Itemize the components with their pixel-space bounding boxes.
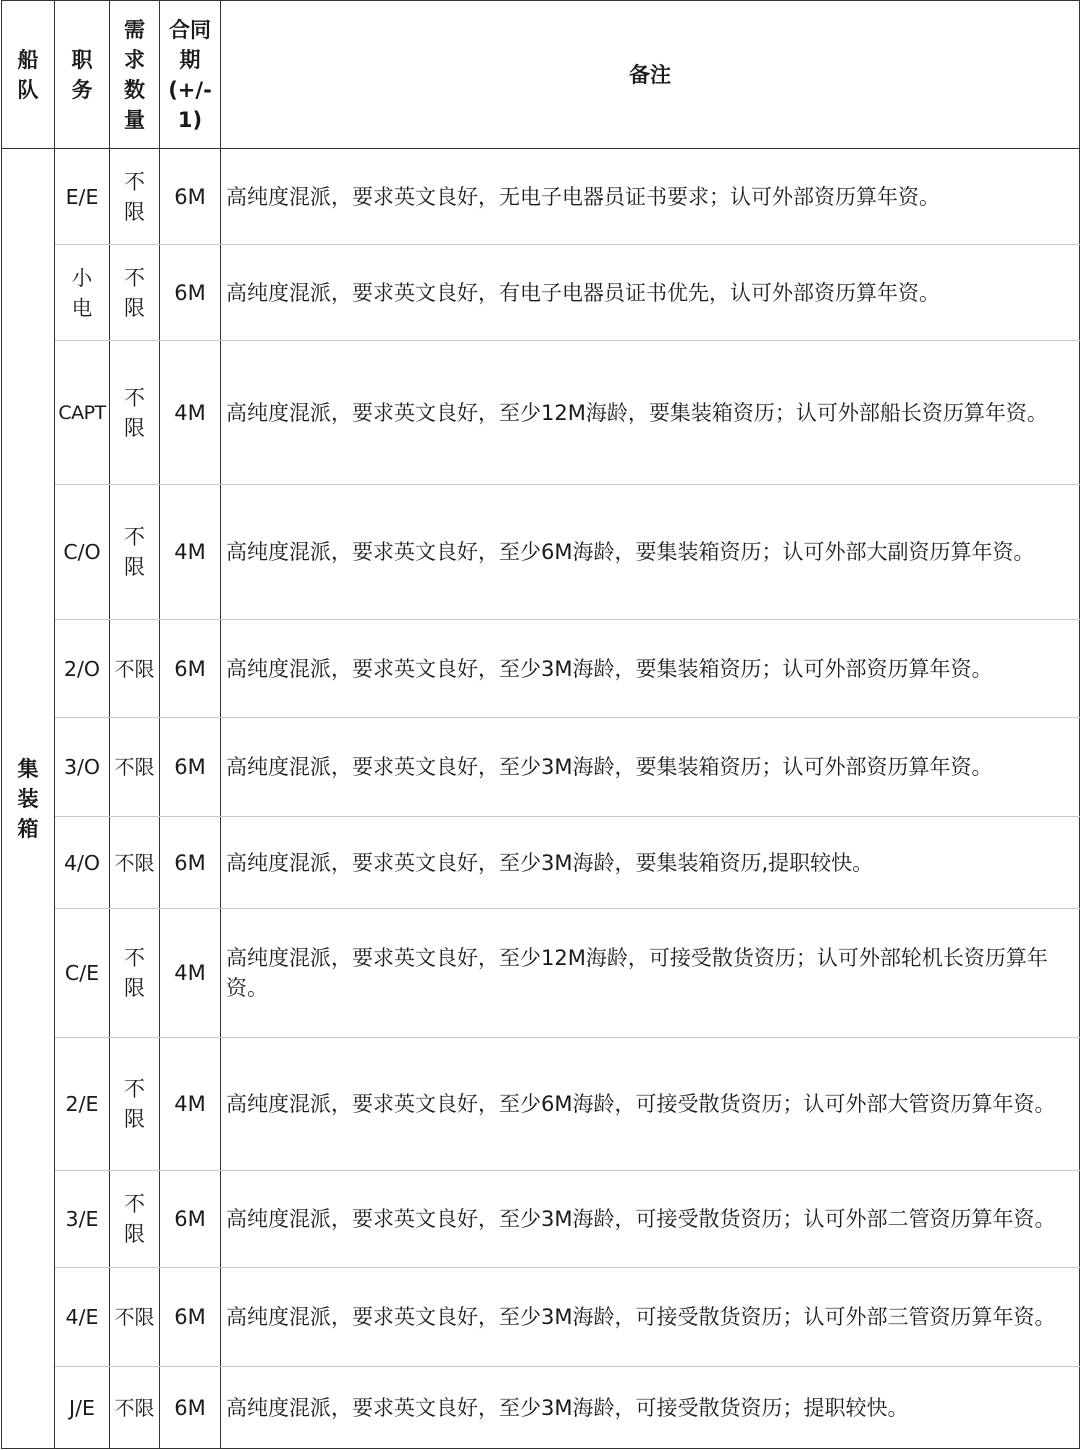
remark-cell: 高纯度混派，要求英文良好，至少3M海龄，要集装箱资历,提职较快。 [221,817,1080,909]
quantity-cell: 不限 [110,1268,160,1367]
position-cell: 2/O [55,620,110,718]
contract-cell: 6M [160,1367,221,1449]
table-row [2,718,1080,817]
table-row [2,341,1080,485]
table-row [2,1268,1080,1367]
table-row [2,909,1080,1038]
remark-cell: 高纯度混派，要求英文良好，至少6M海龄，要集装箱资历；认可外部大副资历算年资。 [221,485,1080,620]
table-row [2,817,1080,909]
contract-cell: 6M [160,1268,221,1367]
header-remark: 备注 [221,1,1080,149]
table-row [2,149,1080,245]
table-row [2,1171,1080,1268]
remark-cell: 高纯度混派，要求英文良好，无电子电器员证书要求；认可外部资历算年资。 [221,149,1080,245]
table-row [2,245,1080,341]
quantity-cell: 不限 [110,245,160,341]
quantity-cell: 不限 [110,1367,160,1449]
remark-cell: 高纯度混派，要求英文良好，至少6M海龄，可接受散货资历；认可外部大管资历算年资。 [221,1038,1080,1171]
position-cell: CAPT [55,341,110,485]
contract-cell: 4M [160,909,221,1038]
position-cell: 3/E [55,1171,110,1268]
contract-cell: 4M [160,341,221,485]
position-cell: 4/E [55,1268,110,1367]
table-row [2,485,1080,620]
contract-cell: 4M [160,1038,221,1171]
remark-cell: 高纯度混派，要求英文良好，至少3M海龄，可接受散货资历；提职较快。 [221,1367,1080,1449]
contract-cell: 6M [160,718,221,817]
remark-cell: 高纯度混派，要求英文良好，至少3M海龄，可接受散货资历；认可外部三管资历算年资。 [221,1268,1080,1367]
quantity-cell: 不限 [110,620,160,718]
contract-cell: 6M [160,149,221,245]
position-cell: C/O [55,485,110,620]
quantity-cell: 不限 [110,817,160,909]
recruitment-table [1,0,1080,1449]
position-cell: C/E [55,909,110,1038]
table-row [2,1367,1080,1449]
quantity-cell: 不限 [110,149,160,245]
table-row [2,620,1080,718]
remark-cell: 高纯度混派，要求英文良好，至少3M海龄，要集装箱资历；认可外部资历算年资。 [221,620,1080,718]
header-quantity: 需求数量 [110,1,160,149]
remark-cell: 高纯度混派，要求英文良好，至少3M海龄，要集装箱资历；认可外部资历算年资。 [221,718,1080,817]
quantity-cell: 不限 [110,1038,160,1171]
remark-cell: 高纯度混派，要求英文良好，有电子电器员证书优先，认可外部资历算年资。 [221,245,1080,341]
remark-cell: 高纯度混派，要求英文良好，至少12M海龄，可接受散货资历；认可外部轮机长资历算年资。 [221,909,1080,1038]
header-fleet: 船队 [2,1,55,149]
header-position: 职务 [55,1,110,149]
quantity-cell: 不限 [110,1171,160,1268]
contract-cell: 6M [160,1171,221,1268]
header-contract: 合同期(+/-1) [160,1,221,149]
quantity-cell: 不限 [110,718,160,817]
position-cell: 小电 [55,245,110,341]
position-cell: 3/O [55,718,110,817]
remark-cell: 高纯度混派，要求英文良好，至少3M海龄，可接受散货资历；认可外部二管资历算年资。 [221,1171,1080,1268]
position-cell: E/E [55,149,110,245]
position-cell: 2/E [55,1038,110,1171]
contract-cell: 6M [160,245,221,341]
table-row [2,1038,1080,1171]
header-row [2,1,1080,149]
remark-cell: 高纯度混派，要求英文良好，至少12M海龄，要集装箱资历；认可外部船长资历算年资。 [221,341,1080,485]
fleet-name: 集装箱 [2,149,55,1449]
quantity-cell: 不限 [110,341,160,485]
contract-cell: 4M [160,485,221,620]
contract-cell: 6M [160,817,221,909]
position-cell: J/E [55,1367,110,1449]
quantity-cell: 不限 [110,485,160,620]
contract-cell: 6M [160,620,221,718]
quantity-cell: 不限 [110,909,160,1038]
position-cell: 4/O [55,817,110,909]
